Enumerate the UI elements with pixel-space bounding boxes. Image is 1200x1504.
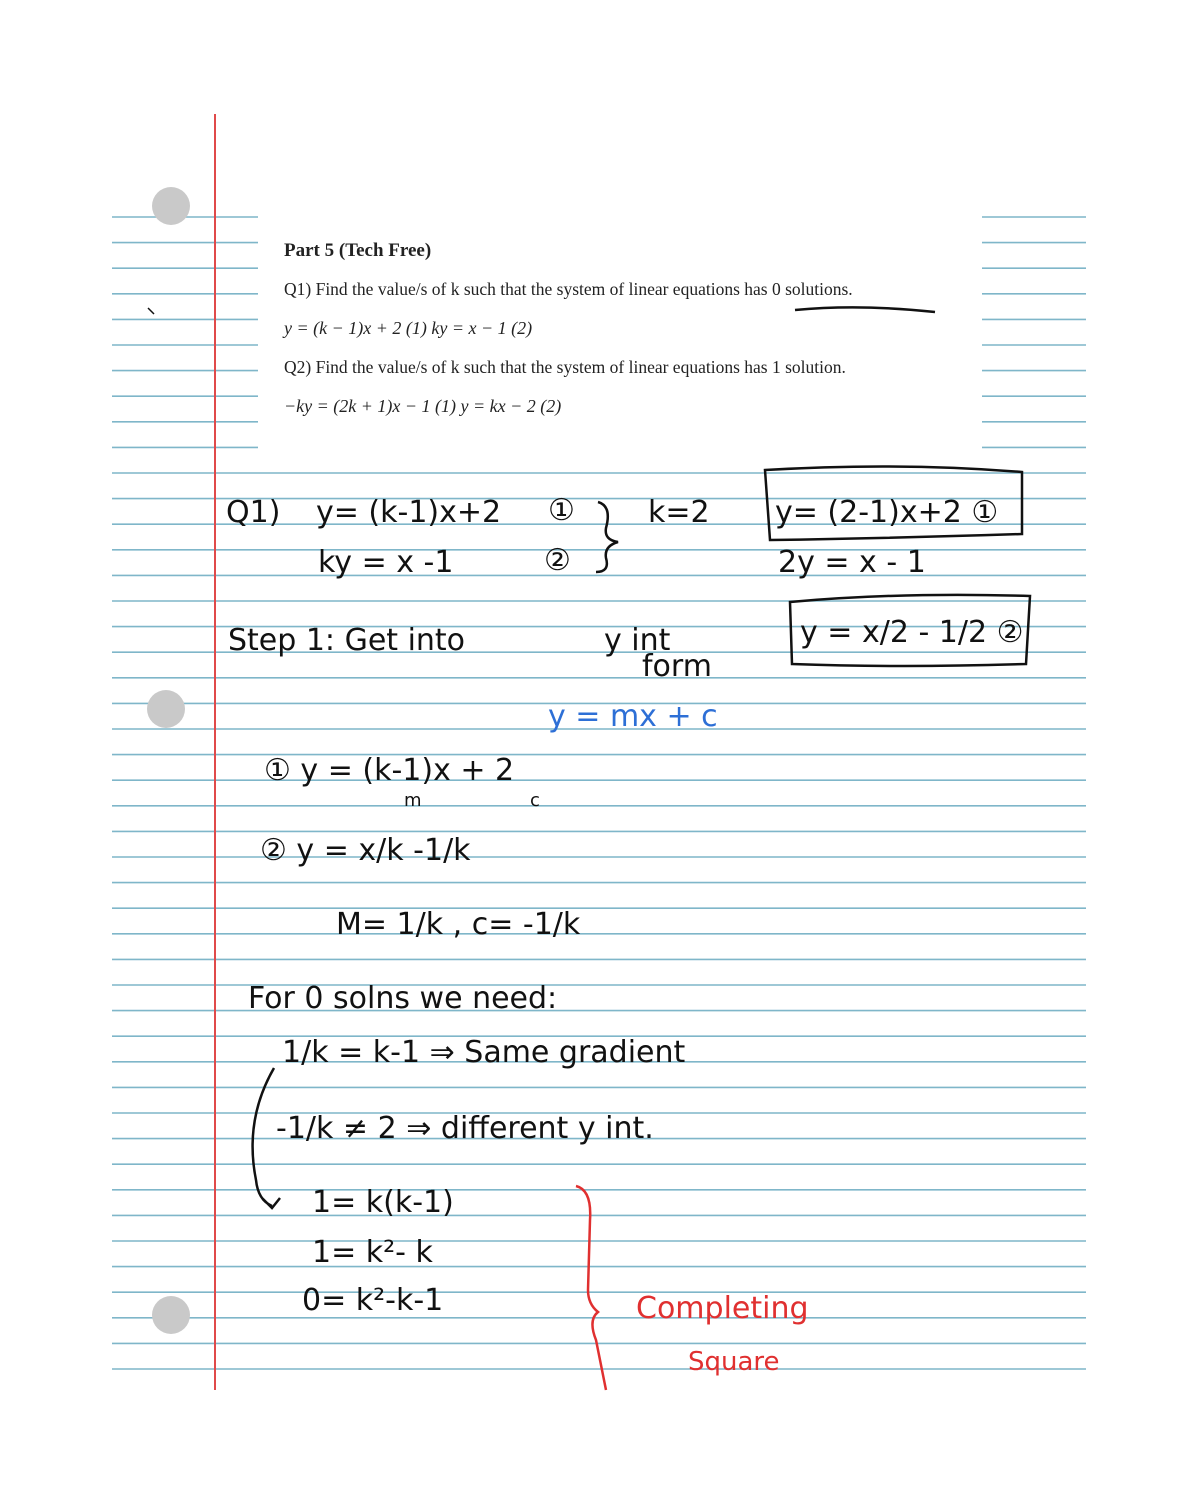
form-text: form	[642, 649, 712, 684]
boxed-equation-1: y= (2-1)x+2 ①	[775, 495, 999, 530]
equation-1-tag: ①	[548, 493, 575, 528]
condition-heading: For 0 solns we need:	[248, 981, 558, 1016]
completing-note: Completing	[636, 1291, 809, 1326]
stray-mark	[148, 308, 154, 314]
question-2-equations: −ky = (2k + 1)x − 1 (1) y = kx − 2 (2)	[284, 396, 562, 416]
equation-2-tag: ②	[544, 543, 571, 578]
working-line-3: 0= k²-k-1	[302, 1283, 444, 1318]
general-form: y = mx + c	[548, 699, 718, 734]
step-1-text: Step 1: Get into	[228, 623, 466, 658]
working-line-2: 1= k²- k	[312, 1235, 433, 1270]
c-label: c	[530, 790, 540, 811]
boxed-equation-2: y = x/2 - 1/2 ②	[800, 615, 1024, 650]
working-line-1: 1= k(k-1)	[312, 1185, 454, 1220]
same-gradient-condition: 1/k = k-1 ⇒ Same gradient	[282, 1035, 686, 1070]
question-2-text: Q2) Find the value/s of k such that the system of linear equations has 1 solution.	[284, 357, 846, 377]
substituted-equation: 2y = x - 1	[778, 545, 926, 580]
square-note: Square	[688, 1347, 780, 1377]
q1-label: Q1)	[226, 495, 281, 530]
different-intercept-condition: -1/k ≠ 2 ⇒ different y int.	[276, 1111, 654, 1146]
question-1-equations: y = (k − 1)x + 2 (1) ky = x − 1 (2)	[284, 318, 533, 338]
gradient-intercept: M= 1/k , c= -1/k	[336, 907, 581, 942]
m-label: m	[404, 790, 422, 811]
question-1-text: Q1) Find the value/s of k such that the system of linear equations has 0 solutions.	[284, 279, 853, 299]
red-brace	[576, 1186, 606, 1390]
form-line-2: ② y = x/k -1/k	[260, 833, 471, 868]
y-int-text: y int	[604, 623, 671, 658]
form-line-1: ① y = (k-1)x + 2	[264, 753, 515, 788]
curly-brace	[596, 502, 618, 572]
equation-2: ky = x -1	[318, 545, 454, 580]
equation-1: y= (k-1)x+2	[316, 495, 502, 530]
part-title: Part 5 (Tech Free)	[284, 240, 432, 261]
underline-mark	[795, 307, 935, 312]
k-guess: k=2	[648, 495, 710, 530]
